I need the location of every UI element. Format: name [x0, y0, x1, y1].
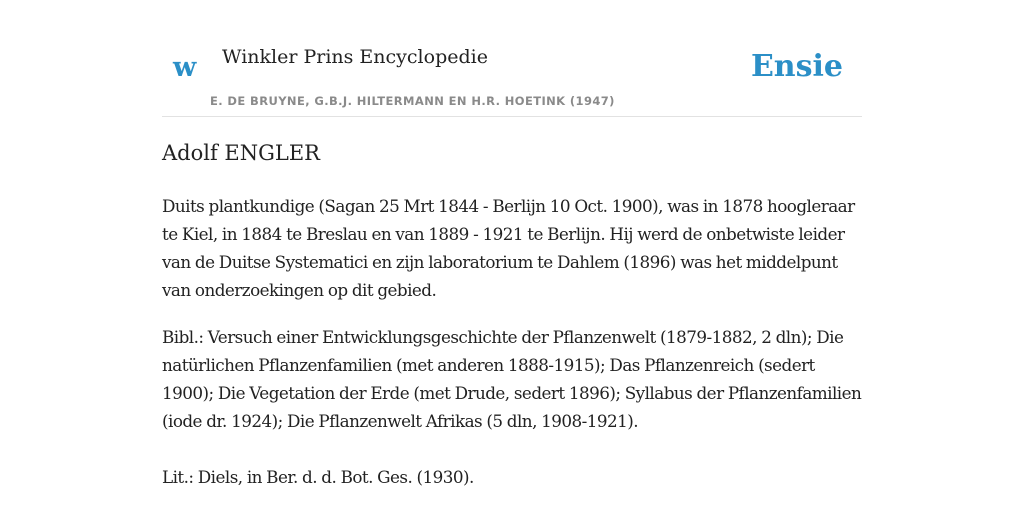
- page-container: [162, 0, 862, 487]
- article-paragraph-bibliography: Bibl.: Versuch einer Entwicklungsgeschichte der Pflanzenwelt (1879-1882, 2 dln); Die natürlichen Pflanzenfamilien (met anderen 1888-1915); Das Pflanzenreich (sedert 1900); Die Vegetation der Erde (met Drude, sedert 1896); Syllabus der Pflanzenfamilien (iode dr. 1924); Die Pflanzenwelt Afrikas (5 dln, 1908-1921).: [162, 327, 862, 431]
- article-paragraph-literature: Lit.: Diels, in Ber. d. d. Bot. Ges. (1930).: [162, 467, 474, 487]
- authors-line: E. DE BRUYNE, G.B.J. HILTERMANN EN H.R. HOETINK (1947): [210, 94, 615, 108]
- article-title: Adolf ENGLER: [162, 141, 320, 165]
- site-title[interactable]: Winkler Prins Encyclopedie: [222, 46, 488, 68]
- article-paragraph-description: Duits plantkundige (Sagan 25 Mrt 1844 - Berlijn 10 Oct. 1900), was in 1878 hoogleraar te Kiel, in 1884 te Breslau en van 1889 - 1921 te Berlijn. Hij werd de onbetwiste leider van de Duitse Systematici en zijn laboratorium te Dahlem (1896) was het middelpunt van onderzoekingen op dit gebied.: [162, 196, 855, 300]
- site-header: [162, 0, 862, 117]
- ensie-brand-logo[interactable]: Ensie: [750, 49, 843, 84]
- winkler-prins-logo-icon[interactable]: w: [173, 52, 197, 83]
